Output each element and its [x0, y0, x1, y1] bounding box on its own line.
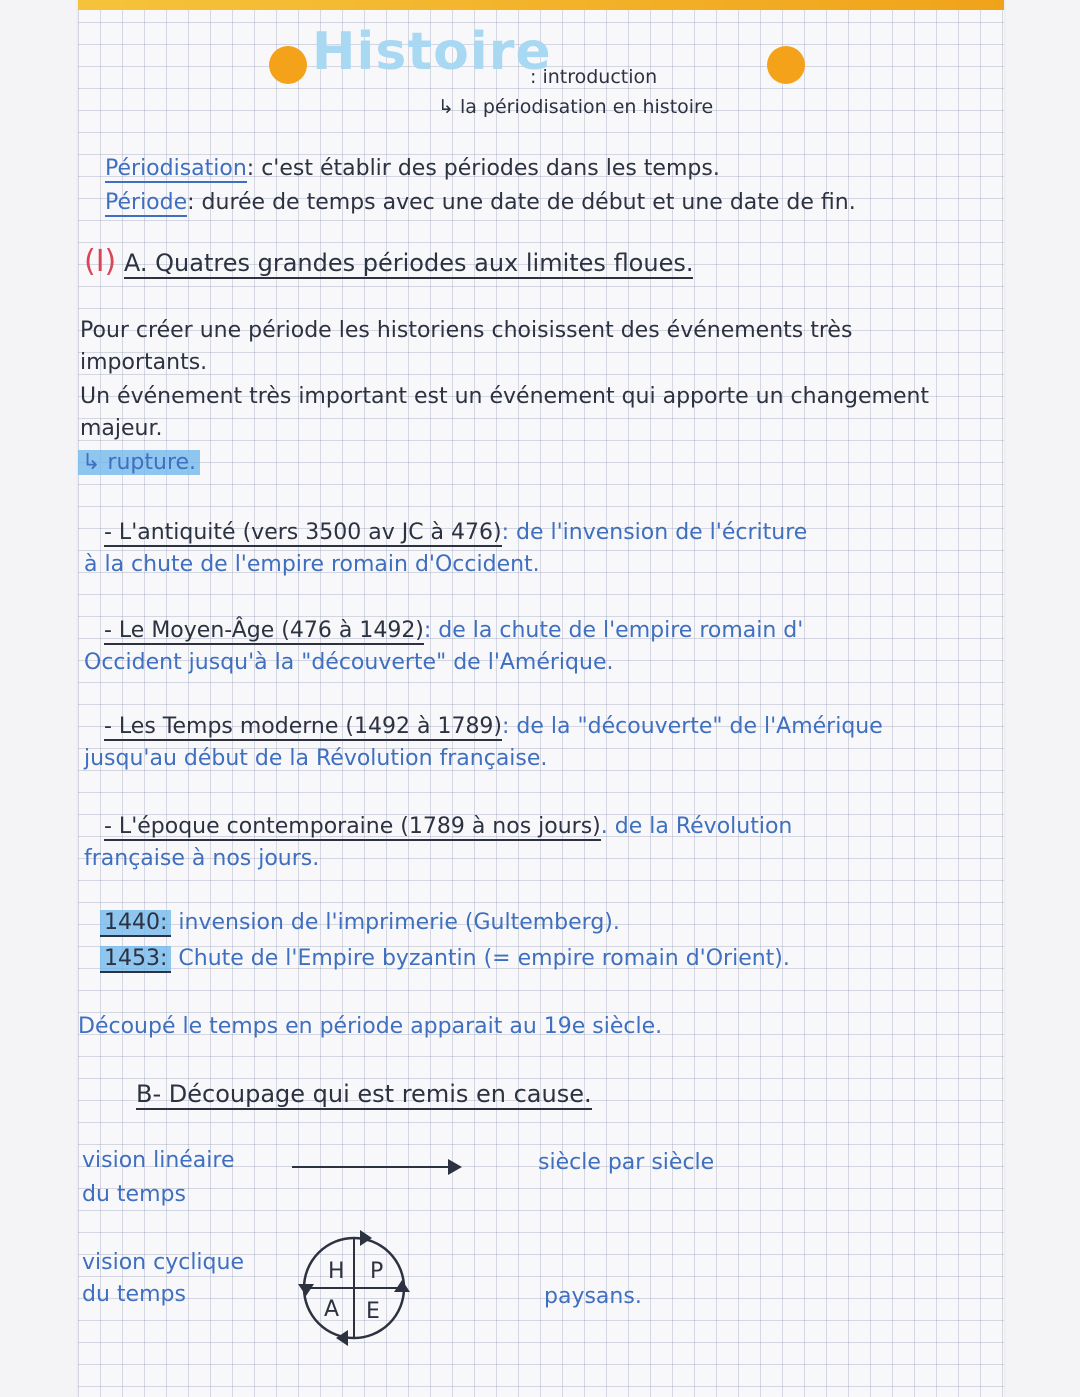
definition-term: Période: [105, 190, 188, 215]
cyclic-label-line1: vision cyclique: [82, 1250, 244, 1275]
definition-periodisation: [105, 156, 720, 181]
period-name: - L'époque contemporaine (1789 à nos jours): [104, 814, 601, 839]
orange-dot-left: [269, 46, 307, 84]
period-dates: (1789 à nos jours): [400, 814, 601, 839]
event-text: invension de l'imprimerie (Gultemberg).: [178, 910, 620, 935]
period-desc: : de la chute de l'empire romain d': [423, 618, 804, 643]
arrow-right-icon: [448, 1159, 462, 1175]
paragraph-line: Pour créer une période les historiens choisissent des événements très: [80, 318, 853, 343]
period-desc: : de la "découverte" de l'Amérique: [502, 714, 883, 739]
period-dates: (vers 3500 av JC à 476): [242, 520, 502, 545]
paragraph-line: importants.: [80, 350, 208, 375]
page-subline: ↳ la périodisation en histoire: [438, 96, 714, 118]
period-desc: . de la Révolution: [600, 814, 793, 839]
event-year: 1453:: [100, 946, 171, 973]
cycle-letter-a: A: [324, 1297, 340, 1322]
period-name: - L'antiquité (vers 3500 av JC à 476): [104, 520, 502, 545]
cyclic-label-line2: du temps: [82, 1282, 186, 1307]
linear-label-line2: du temps: [82, 1182, 186, 1207]
period-name: - Le Moyen-Âge (476 à 1492): [104, 618, 424, 643]
timeline-arrow-line: [292, 1166, 448, 1168]
linear-right-text: siècle par siècle: [538, 1150, 715, 1175]
period-desc-line2: jusqu'au début de la Révolution française.: [84, 746, 548, 771]
cycle-letter-p: P: [370, 1259, 384, 1284]
period-desc: : de l'invension de l'écriture: [501, 520, 808, 545]
cycle-letter-e: E: [366, 1299, 380, 1324]
page-subtitle: : introduction: [530, 66, 658, 88]
definition-term: Périodisation: [105, 156, 247, 181]
cycle-letter-h: H: [328, 1259, 345, 1284]
period-moyen-age: [104, 618, 803, 643]
cycle-arrow-bottom-icon: [336, 1330, 348, 1346]
period-dates: (1492 à 1789): [345, 714, 503, 739]
paragraph-line: Un événement très important est un événement qui apporte un changement: [80, 384, 930, 409]
conclusion-line: Découpé le temps en période apparait au 19e siècle.: [78, 1014, 663, 1039]
period-desc-line2: française à nos jours.: [84, 846, 320, 871]
definition-periode: [105, 190, 856, 215]
cycle-arrow-left-icon: [298, 1284, 314, 1296]
section-title: A. Quatres grandes périodes aux limites floues.: [123, 249, 694, 277]
period-name: - Les Temps moderne (1492 à 1789): [104, 714, 503, 739]
page-title: Histoire: [312, 22, 552, 82]
linear-label-line1: vision linéaire: [82, 1148, 235, 1173]
cycle-arrow-right-icon: [394, 1280, 410, 1292]
event-1440: [100, 910, 620, 935]
event-1453: [100, 946, 790, 971]
orange-dot-right: [767, 46, 805, 84]
cyclic-right-text: paysans.: [544, 1284, 642, 1309]
paragraph-line: majeur.: [80, 416, 163, 441]
period-contemporaine: [104, 814, 792, 839]
section-number: (I): [84, 244, 117, 279]
period-desc-line2: à la chute de l'empire romain d'Occident.: [84, 552, 540, 577]
seasons-cycle-diagram: [290, 1226, 420, 1350]
period-desc-line2: Occident jusqu'à la "découverte" de l'Amérique.: [84, 650, 614, 675]
rupture-highlight: ↳ rupture.: [78, 450, 200, 475]
definition-text: : c'est établir des périodes dans les temps.: [246, 156, 720, 181]
section-b-heading: B- Découpage qui est remis en cause.: [136, 1080, 592, 1108]
event-text: Chute de l'Empire byzantin (= empire romain d'Orient).: [178, 946, 790, 971]
period-temps-modernes: [104, 714, 883, 739]
period-antiquite: [104, 520, 807, 545]
event-year: 1440:: [100, 910, 171, 937]
section-1-heading: [84, 244, 693, 279]
cycle-arrow-top-icon: [360, 1230, 372, 1246]
definition-text: : durée de temps avec une date de début et une date de fin.: [187, 190, 856, 215]
period-dates: (476 à 1492): [281, 618, 424, 643]
page-top-stripe: [78, 0, 1004, 10]
